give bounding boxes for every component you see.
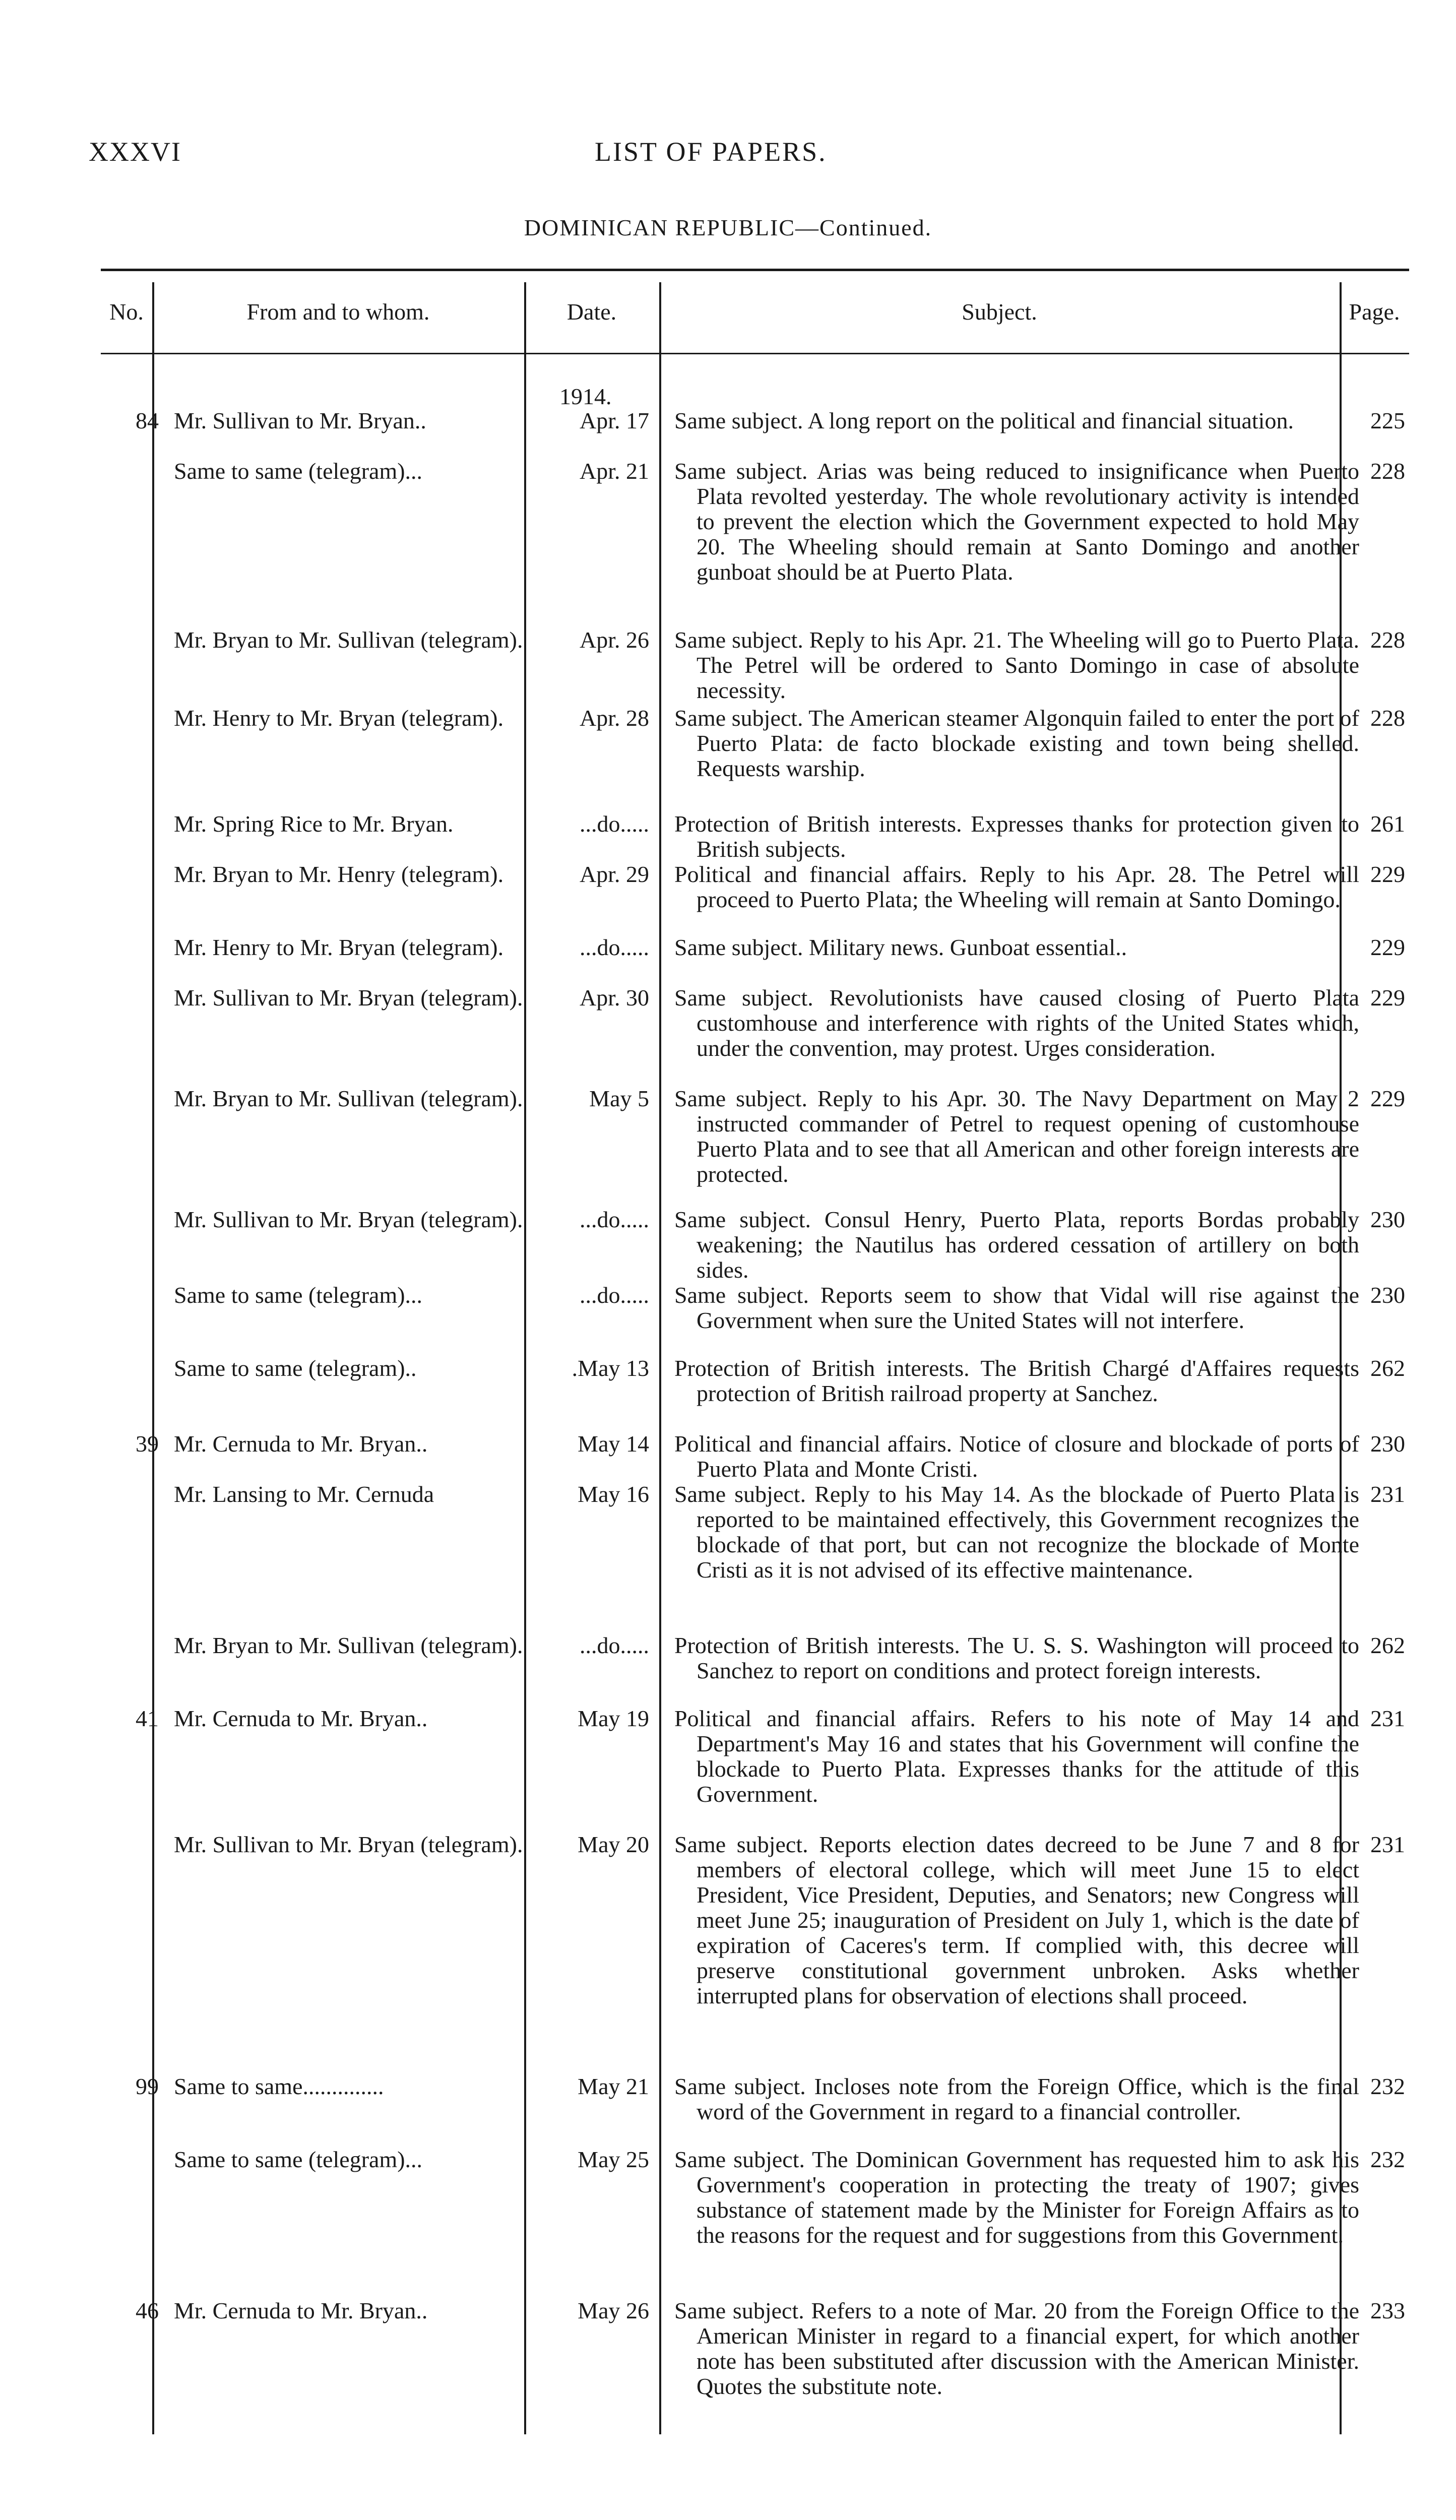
date-cell: Apr. 28 — [580, 705, 649, 731]
subject-cell: Same subject. Reply to his Apr. 30. The Navy Department on May 2 instructed commander of Petrel to request opening of customhouse Puerto Plata and to see that all American and other foreign interests are protected. — [674, 1086, 1359, 1187]
table-top-rule — [101, 269, 1409, 271]
from-to-cell: Mr. Sullivan to Mr. Bryan (telegram). — [174, 1832, 523, 1857]
page-cell: 225 — [1370, 408, 1405, 433]
subject-cell: Same subject. Reply to his Apr. 21. The Wheeling will go to Puerto Plata. The Petrel will be ordered to Santo Domingo in case of absolute necessity. — [674, 627, 1359, 703]
subject-cell: Same subject. The American steamer Algonquin failed to enter the port of Puerto Plata: de facto blockade existing and town being shelled. Requests warship. — [674, 705, 1359, 781]
subject-cell: Same subject. Incloses note from the Foreign Office, which is the final word of the Government in regard to a financial controller. — [674, 2073, 1359, 2124]
page-cell: 262 — [1370, 1355, 1405, 1381]
date-cell: Apr. 17 — [580, 408, 649, 433]
row-number: 99 — [136, 2073, 159, 2099]
date-cell: May 26 — [578, 2298, 649, 2323]
from-to-cell: Mr. Henry to Mr. Bryan (telegram). — [174, 705, 504, 731]
subject-cell: Political and financial affairs. Refers to his note of May 14 and Department's May 16 and states that his Government will confine the blockade to Puerto Plata. Expresses thanks for the attitude of this Government. — [674, 1706, 1359, 1807]
page-cell: 228 — [1370, 705, 1405, 731]
date-cell: ...do..... — [580, 811, 649, 837]
column-divider — [659, 282, 661, 2434]
subject-cell: Protection of British interests. The U. S. S. Washington will proceed to Sanchez to report on conditions and protect foreign interests. — [674, 1632, 1359, 1683]
subject-cell: Political and financial affairs. Notice of closure and blockade of ports of Puerto Plata and Monte Cristi. — [674, 1431, 1359, 1482]
table-header-rule — [101, 353, 1409, 354]
page-cell: 228 — [1370, 458, 1405, 484]
page-cell: 262 — [1370, 1632, 1405, 1658]
page-cell: 232 — [1370, 2073, 1405, 2099]
subject-cell: Protection of British interests. Expresses thanks for protection given to British subjects. — [674, 811, 1359, 862]
column-header-page: Page. — [1349, 299, 1400, 325]
from-to-cell: Mr. Lansing to Mr. Cernuda — [174, 1481, 434, 1507]
subject-cell: Protection of British interests. The British Chargé d'Affaires requests protection of British railroad property at Sanchez. — [674, 1355, 1359, 1406]
subject-cell: Same subject. Arias was being reduced to insignificance when Puerto Plata revolted yesterday. The whole revolutionary activity is intended to prevent the election which the Government expected to hold May 20. The Wheeling should remain at Santo Domingo and another gunboat should be at Puerto Plata. — [674, 458, 1359, 585]
row-number: 41 — [136, 1706, 159, 1731]
date-cell: May 20 — [578, 1832, 649, 1857]
page-cell: 229 — [1370, 934, 1405, 960]
from-to-cell: Mr. Sullivan to Mr. Bryan.. — [174, 408, 426, 433]
date-cell: May 16 — [578, 1481, 649, 1507]
from-to-cell: Mr. Bryan to Mr. Sullivan (telegram). — [174, 1086, 523, 1111]
date-cell: ...do..... — [580, 1282, 649, 1308]
page-cell: 230 — [1370, 1431, 1405, 1457]
column-divider — [152, 282, 154, 2434]
from-to-cell: Mr. Sullivan to Mr. Bryan (telegram). — [174, 1207, 523, 1232]
from-to-cell: Same to same.............. — [174, 2073, 384, 2099]
from-to-cell: Mr. Cernuda to Mr. Bryan.. — [174, 1431, 428, 1457]
subject-cell: Same subject. Military news. Gunboat essential.. — [674, 934, 1127, 960]
row-number: 46 — [136, 2298, 159, 2323]
from-to-cell: Same to same (telegram)... — [174, 1282, 423, 1308]
subject-cell: Same subject. Revolutionists have caused closing of Puerto Plata customhouse and interference with rights of the United States which, under the convention, may protest. Urges consideration. — [674, 985, 1359, 1061]
page-cell: 229 — [1370, 985, 1405, 1011]
column-header-from-to: From and to whom. — [246, 299, 430, 325]
from-to-cell: Mr. Sullivan to Mr. Bryan (telegram). — [174, 985, 523, 1011]
date-cell: ...do..... — [580, 1632, 649, 1658]
page-title: LIST OF PAPERS. — [595, 137, 827, 167]
page-cell: 233 — [1370, 2298, 1405, 2323]
year-label: 1914. — [559, 384, 612, 409]
column-header-no: No. — [109, 299, 144, 325]
page-cell: 228 — [1370, 627, 1405, 653]
from-to-cell: Mr. Bryan to Mr. Sullivan (telegram). — [174, 1632, 523, 1658]
subject-cell: Same subject. Consul Henry, Puerto Plata, reports Bordas probably weakening; the Nautilus has ordered cessation of artillery on both sides. — [674, 1207, 1359, 1283]
from-to-cell: Same to same (telegram)... — [174, 458, 423, 484]
from-to-cell: Mr. Cernuda to Mr. Bryan.. — [174, 2298, 428, 2323]
date-cell: Apr. 26 — [580, 627, 649, 653]
page-cell: 261 — [1370, 811, 1405, 837]
subject-cell: Same subject. Refers to a note of Mar. 20 from the Foreign Office to the American Minister in regard to a financial expert, for which another note has been substituted after discussion with the American Minister. Quotes the substitute note. — [674, 2298, 1359, 2399]
subject-cell: Same subject. The Dominican Government has requested him to ask his Government's cooperation in protecting the treaty of 1907; gives substance of statement made by the Minister for Foreign Affairs as to the reasons for the request and for suggestions from this Government. — [674, 2147, 1359, 2248]
subject-cell: Same subject. Reply to his May 14. As the blockade of Puerto Plata is reported to be maintained effectively, this Government recognizes the blockade of that port, but can not recognize the blockade of Monte Cristi as it is not advised of its effective maintenance. — [674, 1481, 1359, 1583]
column-header-subject: Subject. — [962, 299, 1037, 325]
from-to-cell: Mr. Henry to Mr. Bryan (telegram). — [174, 934, 504, 960]
date-cell: May 5 — [589, 1086, 649, 1111]
date-cell: May 25 — [578, 2147, 649, 2172]
page-number: XXXVI — [89, 137, 181, 167]
from-to-cell: Same to same (telegram).. — [174, 1355, 417, 1381]
date-cell: May 19 — [578, 1706, 649, 1731]
date-cell: May 14 — [578, 1431, 649, 1457]
from-to-cell: Same to same (telegram)... — [174, 2147, 423, 2172]
row-number: 84 — [136, 408, 159, 433]
page-cell: 231 — [1370, 1706, 1405, 1731]
page-cell: 229 — [1370, 861, 1405, 887]
subject-cell: Same subject. Reports seem to show that Vidal will rise against the Government when sure the United States will not interfere. — [674, 1282, 1359, 1333]
date-cell: Apr. 30 — [580, 985, 649, 1011]
subject-cell: Same subject. Reports election dates decreed to be June 7 and 8 for members of electoral college, which will meet June 15 to elect President, Vice President, Deputies, and Senators; new Congress will meet June 25; inauguration of President on July 1, which is the date of expiration of Caceres's term. If complied with, this decree will preserve constitutional government unbroken. Asks whether interrupted plans for observation of elections shall proceed. — [674, 1832, 1359, 2008]
section-title: DOMINICAN REPUBLIC—Continued. — [524, 215, 932, 240]
page-cell: 231 — [1370, 1481, 1405, 1507]
page-cell: 229 — [1370, 1086, 1405, 1111]
date-cell: May 21 — [578, 2073, 649, 2099]
from-to-cell: Mr. Bryan to Mr. Henry (telegram). — [174, 861, 504, 887]
page-cell: 232 — [1370, 2147, 1405, 2172]
date-cell: .May 13 — [572, 1355, 649, 1381]
from-to-cell: Mr. Cernuda to Mr. Bryan.. — [174, 1706, 428, 1731]
date-cell: ...do..... — [580, 1207, 649, 1232]
date-cell: ...do..... — [580, 934, 649, 960]
date-cell: Apr. 29 — [580, 861, 649, 887]
row-number: 39 — [136, 1431, 159, 1457]
from-to-cell: Mr. Bryan to Mr. Sullivan (telegram). — [174, 627, 523, 653]
from-to-cell: Mr. Spring Rice to Mr. Bryan. — [174, 811, 454, 837]
page-cell: 231 — [1370, 1832, 1405, 1857]
column-header-date: Date. — [566, 299, 617, 325]
date-cell: Apr. 21 — [580, 458, 649, 484]
subject-cell: Political and financial affairs. Reply to his Apr. 28. The Petrel will proceed to Puerto Plata; the Wheeling will remain at Santo Domingo. — [674, 861, 1359, 912]
subject-cell: Same subject. A long report on the political and financial situation. — [674, 408, 1294, 433]
page-cell: 230 — [1370, 1207, 1405, 1232]
page-cell: 230 — [1370, 1282, 1405, 1308]
